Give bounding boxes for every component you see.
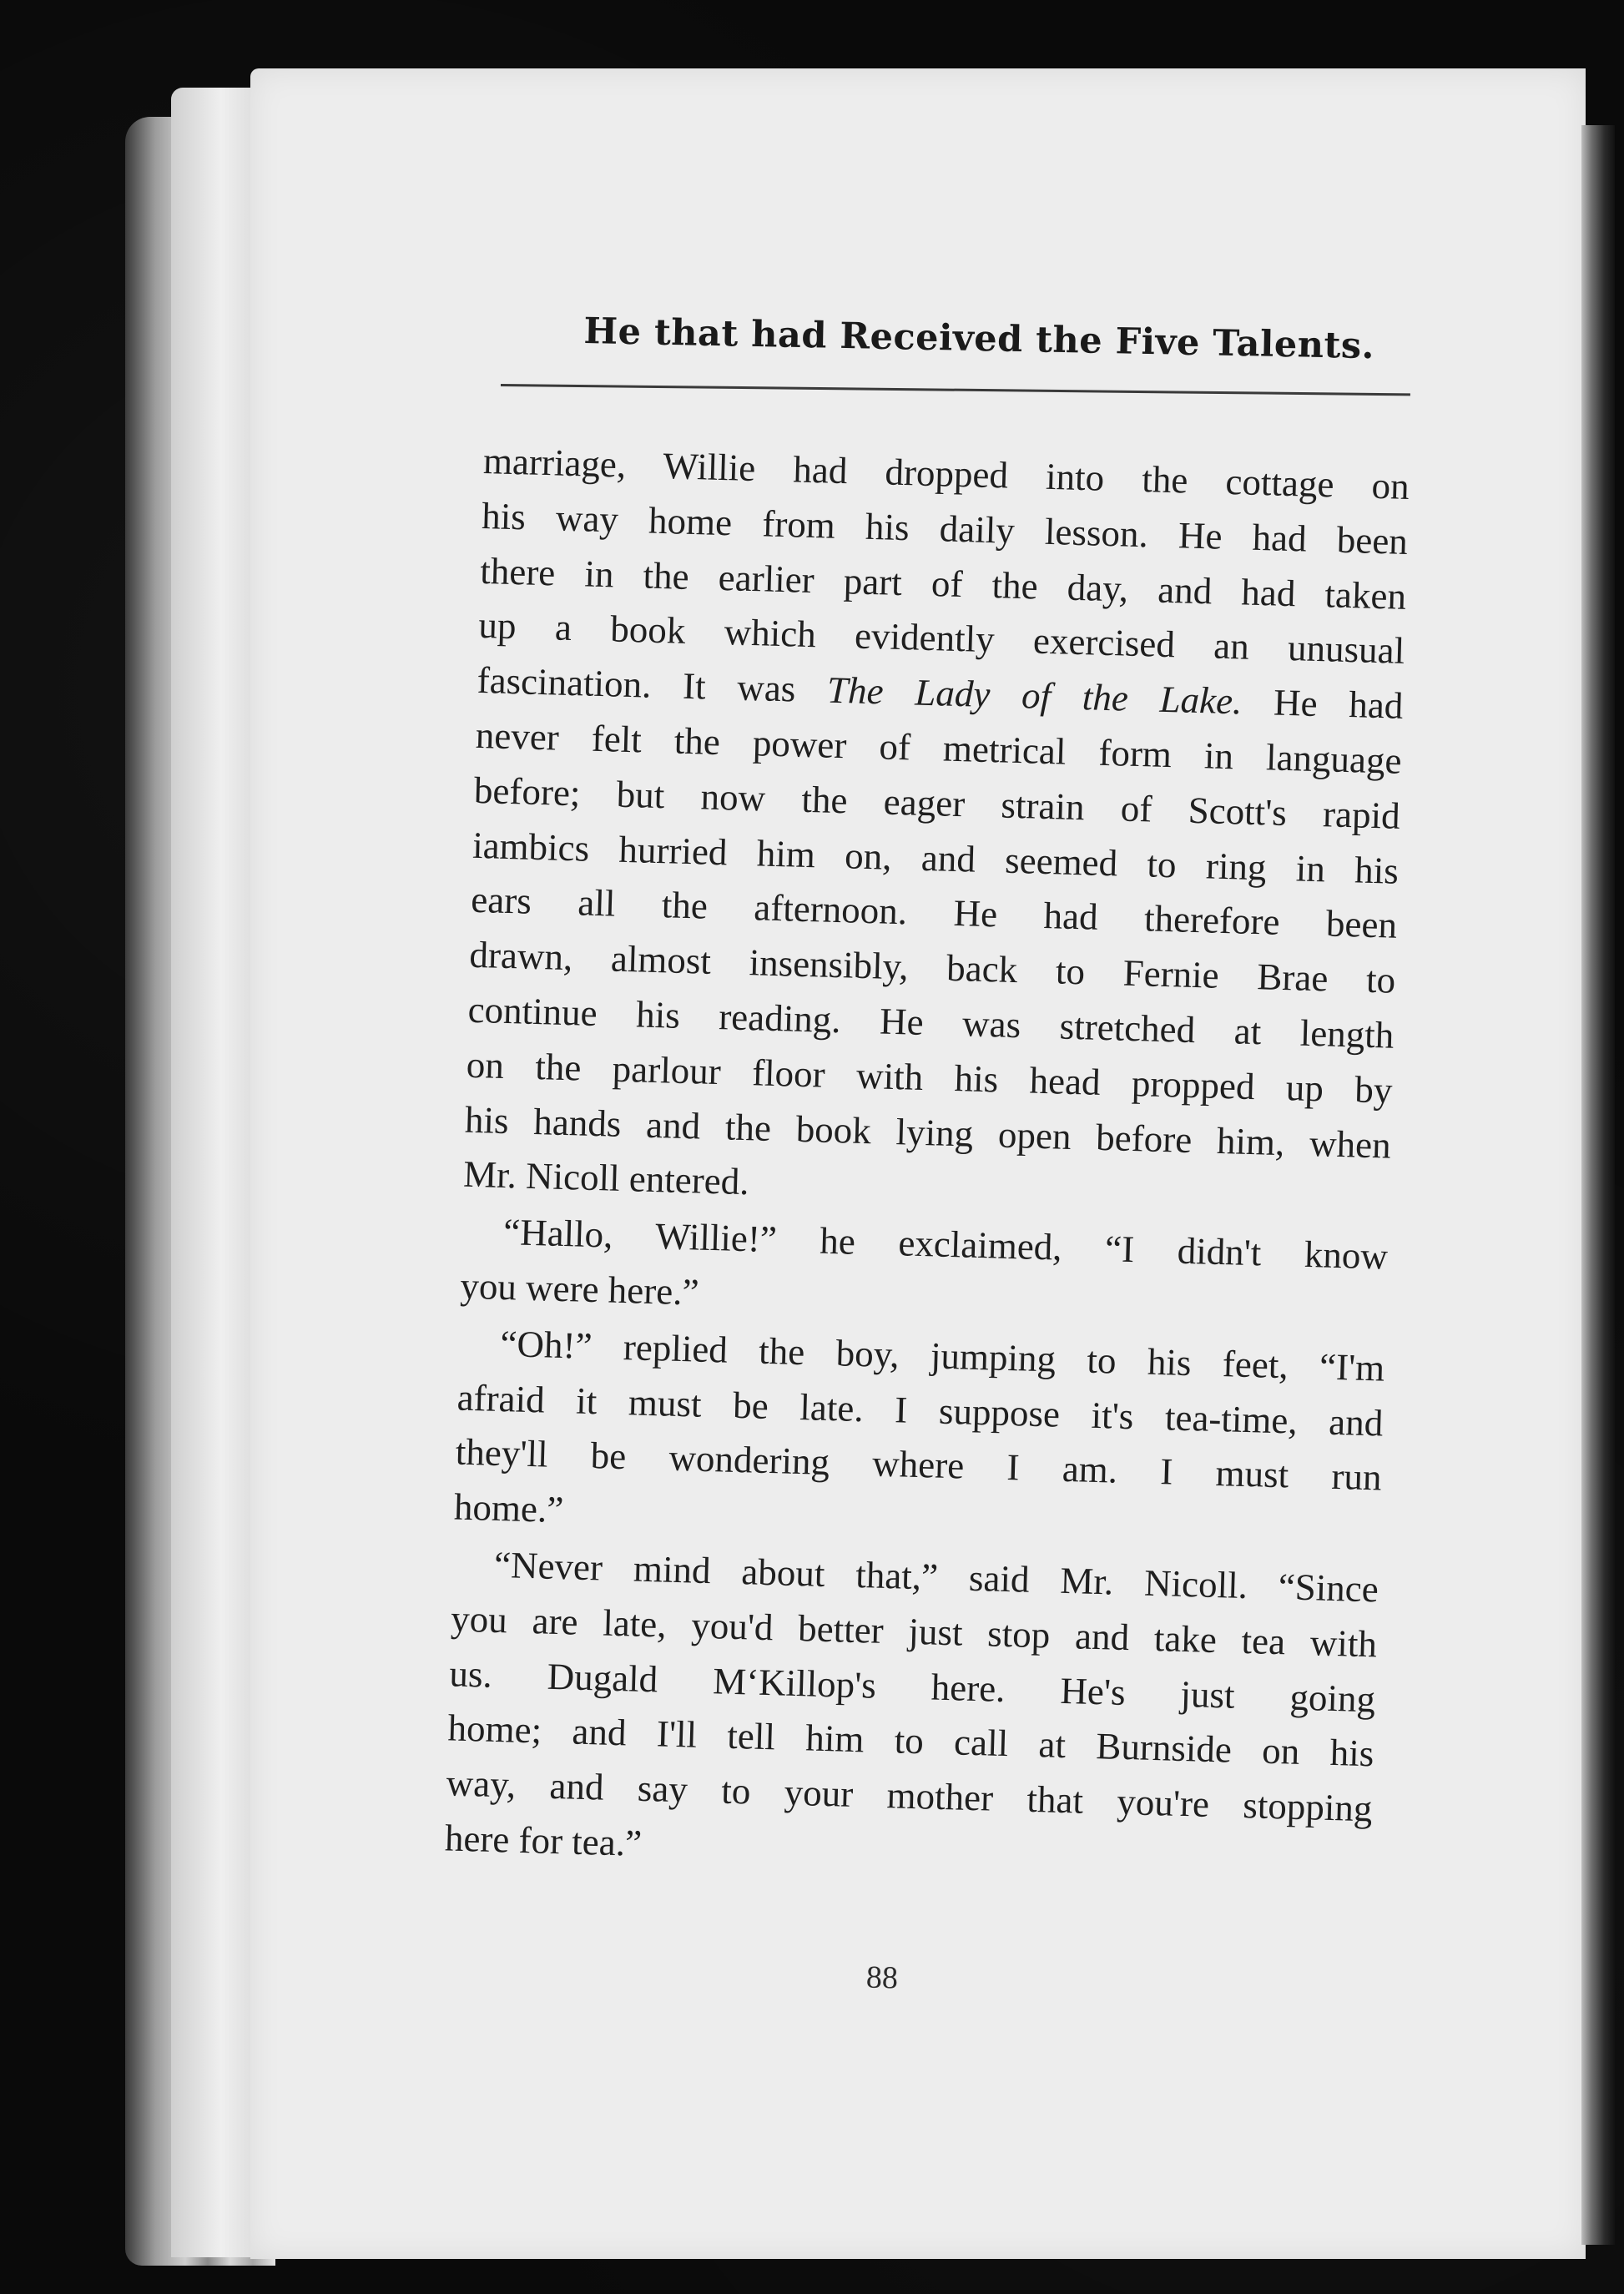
book-binding xyxy=(1581,125,1615,2245)
text-line: Mr. Nicoll entered. xyxy=(462,1153,750,1203)
text-line: home.” xyxy=(453,1485,564,1531)
text-line: you were here.” xyxy=(459,1264,700,1313)
text-line: iambics hurried him on, and seemed to ring in his xyxy=(472,824,1400,892)
text-line: they'll be wondering where I am. I must run xyxy=(455,1430,1383,1499)
text-line: before; but now the eager strain of Scott's rapid xyxy=(473,769,1401,837)
text-line: drawn, almost insensibly, back to Fernie Brae to xyxy=(468,933,1396,1001)
book-title-italic: The Lady of the Lake. xyxy=(826,668,1243,723)
text-line: his hands and the book lying open before him, when xyxy=(464,1098,1392,1167)
text-line: us. Dugald M‘Killop's here. He's just going xyxy=(448,1651,1376,1720)
text-line: “Oh!” replied the boy, jumping to his feet, “I'm xyxy=(499,1322,1385,1389)
text-line: there in the earlier part of the day, and had taken xyxy=(479,549,1407,618)
text-line: way, and say to your mother that you're stopping xyxy=(446,1762,1374,1830)
text-line: continue his reading. He was stretched at length xyxy=(467,988,1395,1056)
text-line: his way home from his daily lesson. He had been xyxy=(481,494,1409,562)
paragraph xyxy=(444,1536,1379,1892)
text-line: “Never mind about that,” said Mr. Nicoll. “Since xyxy=(493,1543,1379,1611)
page-number: 88 xyxy=(865,1959,899,1996)
running-head: He that had Received the Five Talents. xyxy=(583,310,1375,368)
text-line: marriage, Willie had dropped into the cottage on xyxy=(482,439,1410,507)
text-line: up a book which evidently exercised an unusual xyxy=(477,604,1405,673)
text-line: ears all the afternoon. He had therefore been xyxy=(470,879,1398,947)
text-line: you are late, you'd better just stop and take tea with xyxy=(450,1597,1378,1666)
text-line: here for tea.” xyxy=(444,1817,643,1864)
paragraph xyxy=(453,1315,1385,1560)
text-run: fascination. It was xyxy=(477,659,828,711)
text-line: home; and I'll tell him to call at Burnside on his xyxy=(446,1707,1374,1775)
text-line: on the parlour floor with his head propped up by xyxy=(466,1043,1394,1112)
text-line: never felt the power of metrical form in language xyxy=(475,713,1403,782)
text-run: He had xyxy=(1241,680,1405,728)
text-line: afraid it must be late. I suppose it's tea-time, and xyxy=(456,1376,1384,1444)
body-text xyxy=(444,434,1410,1892)
text-line: “Hallo, Willie!” he exclaimed, “I didn't know xyxy=(502,1211,1389,1278)
paragraph xyxy=(462,434,1410,1228)
